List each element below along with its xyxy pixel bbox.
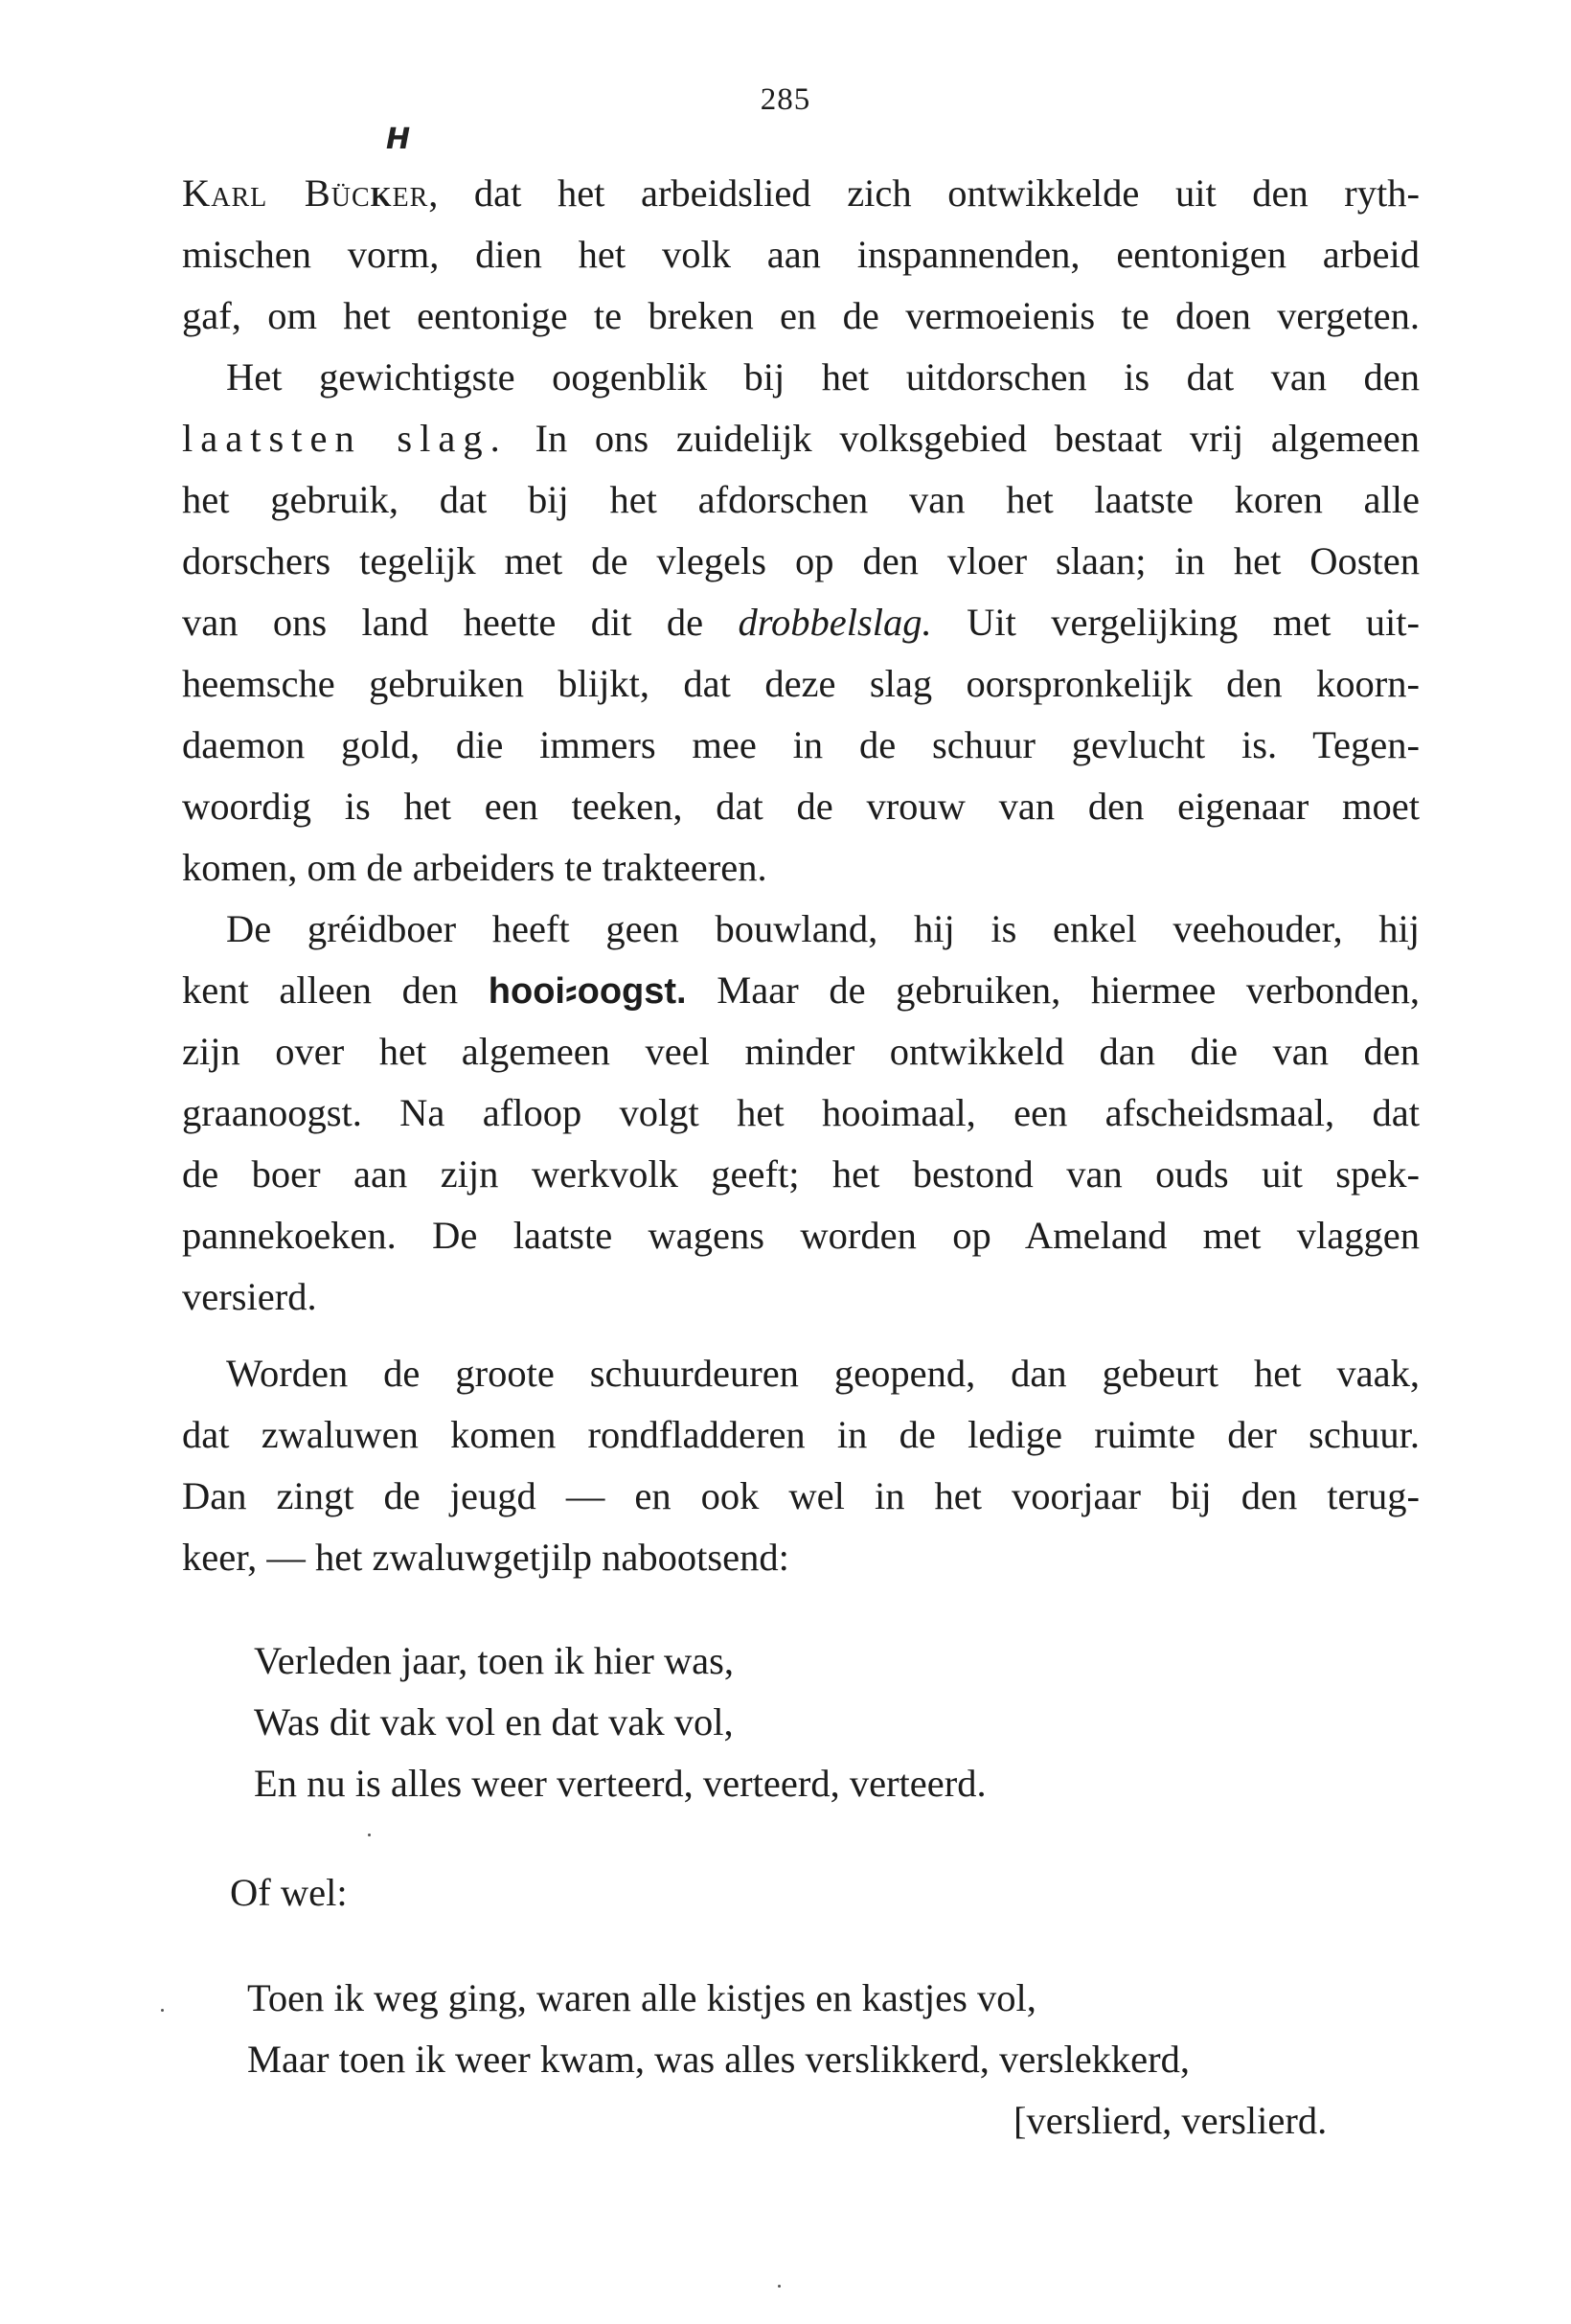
text-line [182, 592, 1420, 653]
author-name: Karl Büc [182, 171, 371, 215]
verse-line: Maar toen ik weer kwam, was alles verslikkerd, verslekkerd, [247, 2038, 1191, 2081]
text-span: kent alleen den [182, 968, 489, 1012]
text-line: dorschers tegelijk met de vlegels op den vloer slaan; in het Oosten [182, 539, 1420, 582]
text-line [182, 408, 1420, 469]
text-line: De gréidboer heeft geen bouwland, hij is enkel veehouder, hij [226, 907, 1420, 950]
author-name-end: er [392, 171, 429, 215]
handwritten-correction: k [370, 171, 393, 215]
italic-term: drobbelslag. [738, 601, 932, 644]
text-line: versierd. [182, 1275, 317, 1318]
scan-speck [778, 2285, 781, 2288]
text-line: mischen vorm, dien het volk aan inspannenden, eentonigen arbeid [182, 233, 1420, 276]
text-line: de boer aan zijn werkvolk geeft; het bestond van ouds uit spek- [182, 1152, 1420, 1196]
handwritten-annotation: H [386, 123, 411, 156]
transition-text: Of wel: [230, 1871, 348, 1914]
spaced-term: laatsten slag. [182, 417, 508, 460]
text-span: In ons zuidelijk volksgebied bestaat vrij algemeen [507, 417, 1420, 460]
text-line: Worden de groote schuurdeuren geopend, dan gebeurt het vaak, [226, 1352, 1420, 1395]
text-line: Het gewichtigste oogenblik bij het uitdorschen is dat van den [226, 355, 1420, 399]
text-line: het gebruik, dat bij het afdorschen van het laatste koren alle [182, 478, 1420, 521]
text-span: van ons land heette dit de [182, 601, 739, 644]
text-line: Dan zingt de jeugd — en ook wel in het voorjaar bij den terug- [182, 1474, 1420, 1517]
text-span: Uit vergelijking met uit- [931, 601, 1420, 644]
verse-line: Verleden jaar, toen ik hier was, [254, 1639, 735, 1682]
verse-line: Was dit vak vol en dat vak vol, [254, 1700, 734, 1743]
text-span: , dat het arbeidslied zich ontwikkelde uit den ryth- [428, 171, 1420, 215]
text-span: Maar de gebruiken, hiermee verbonden, [686, 968, 1420, 1012]
text-line: gaf, om het eentonige te breken en de vermoeienis te doen vergeten. [182, 294, 1420, 337]
text-line: keer, — het zwaluwgetjilp nabootsend: [182, 1536, 789, 1579]
scan-speck [161, 2009, 164, 2012]
text-line [182, 960, 1420, 1021]
bold-term: hooi⸗oogst. [488, 971, 687, 1012]
text-line: graanoogst. Na afloop volgt het hooimaal, een afscheidsmaal, dat [182, 1091, 1420, 1134]
text-line: komen, om de arbeiders te trakteeren. [182, 846, 767, 889]
scan-speck [368, 1834, 371, 1836]
text-line [182, 163, 1420, 224]
verse-line: En nu is alles weer verteerd, verteerd, verteerd. [254, 1762, 987, 1805]
text-line: zijn over het algemeen veel minder ontwikkeld dan die van den [182, 1030, 1420, 1073]
verse-line: Toen ik weg ging, waren alle kistjes en kastjes vol, [247, 1976, 1036, 2019]
page-number: 285 [760, 82, 811, 117]
verse-line-continued: [verslierd, verslierd. [1013, 2099, 1328, 2142]
text-line: dat zwaluwen komen rondfladderen in de ledige ruimte der schuur. [182, 1413, 1420, 1456]
text-line: daemon gold, die immers mee in de schuur gevlucht is. Tegen- [182, 723, 1420, 766]
text-line: woordig is het een teeken, dat de vrouw van den eigenaar moet [182, 785, 1420, 828]
text-line: heemsche gebruiken blijkt, dat deze slag oorspronkelijk den koorn- [182, 662, 1420, 705]
text-line: pannekoeken. De laatste wagens worden op Ameland met vlaggen [182, 1214, 1420, 1257]
